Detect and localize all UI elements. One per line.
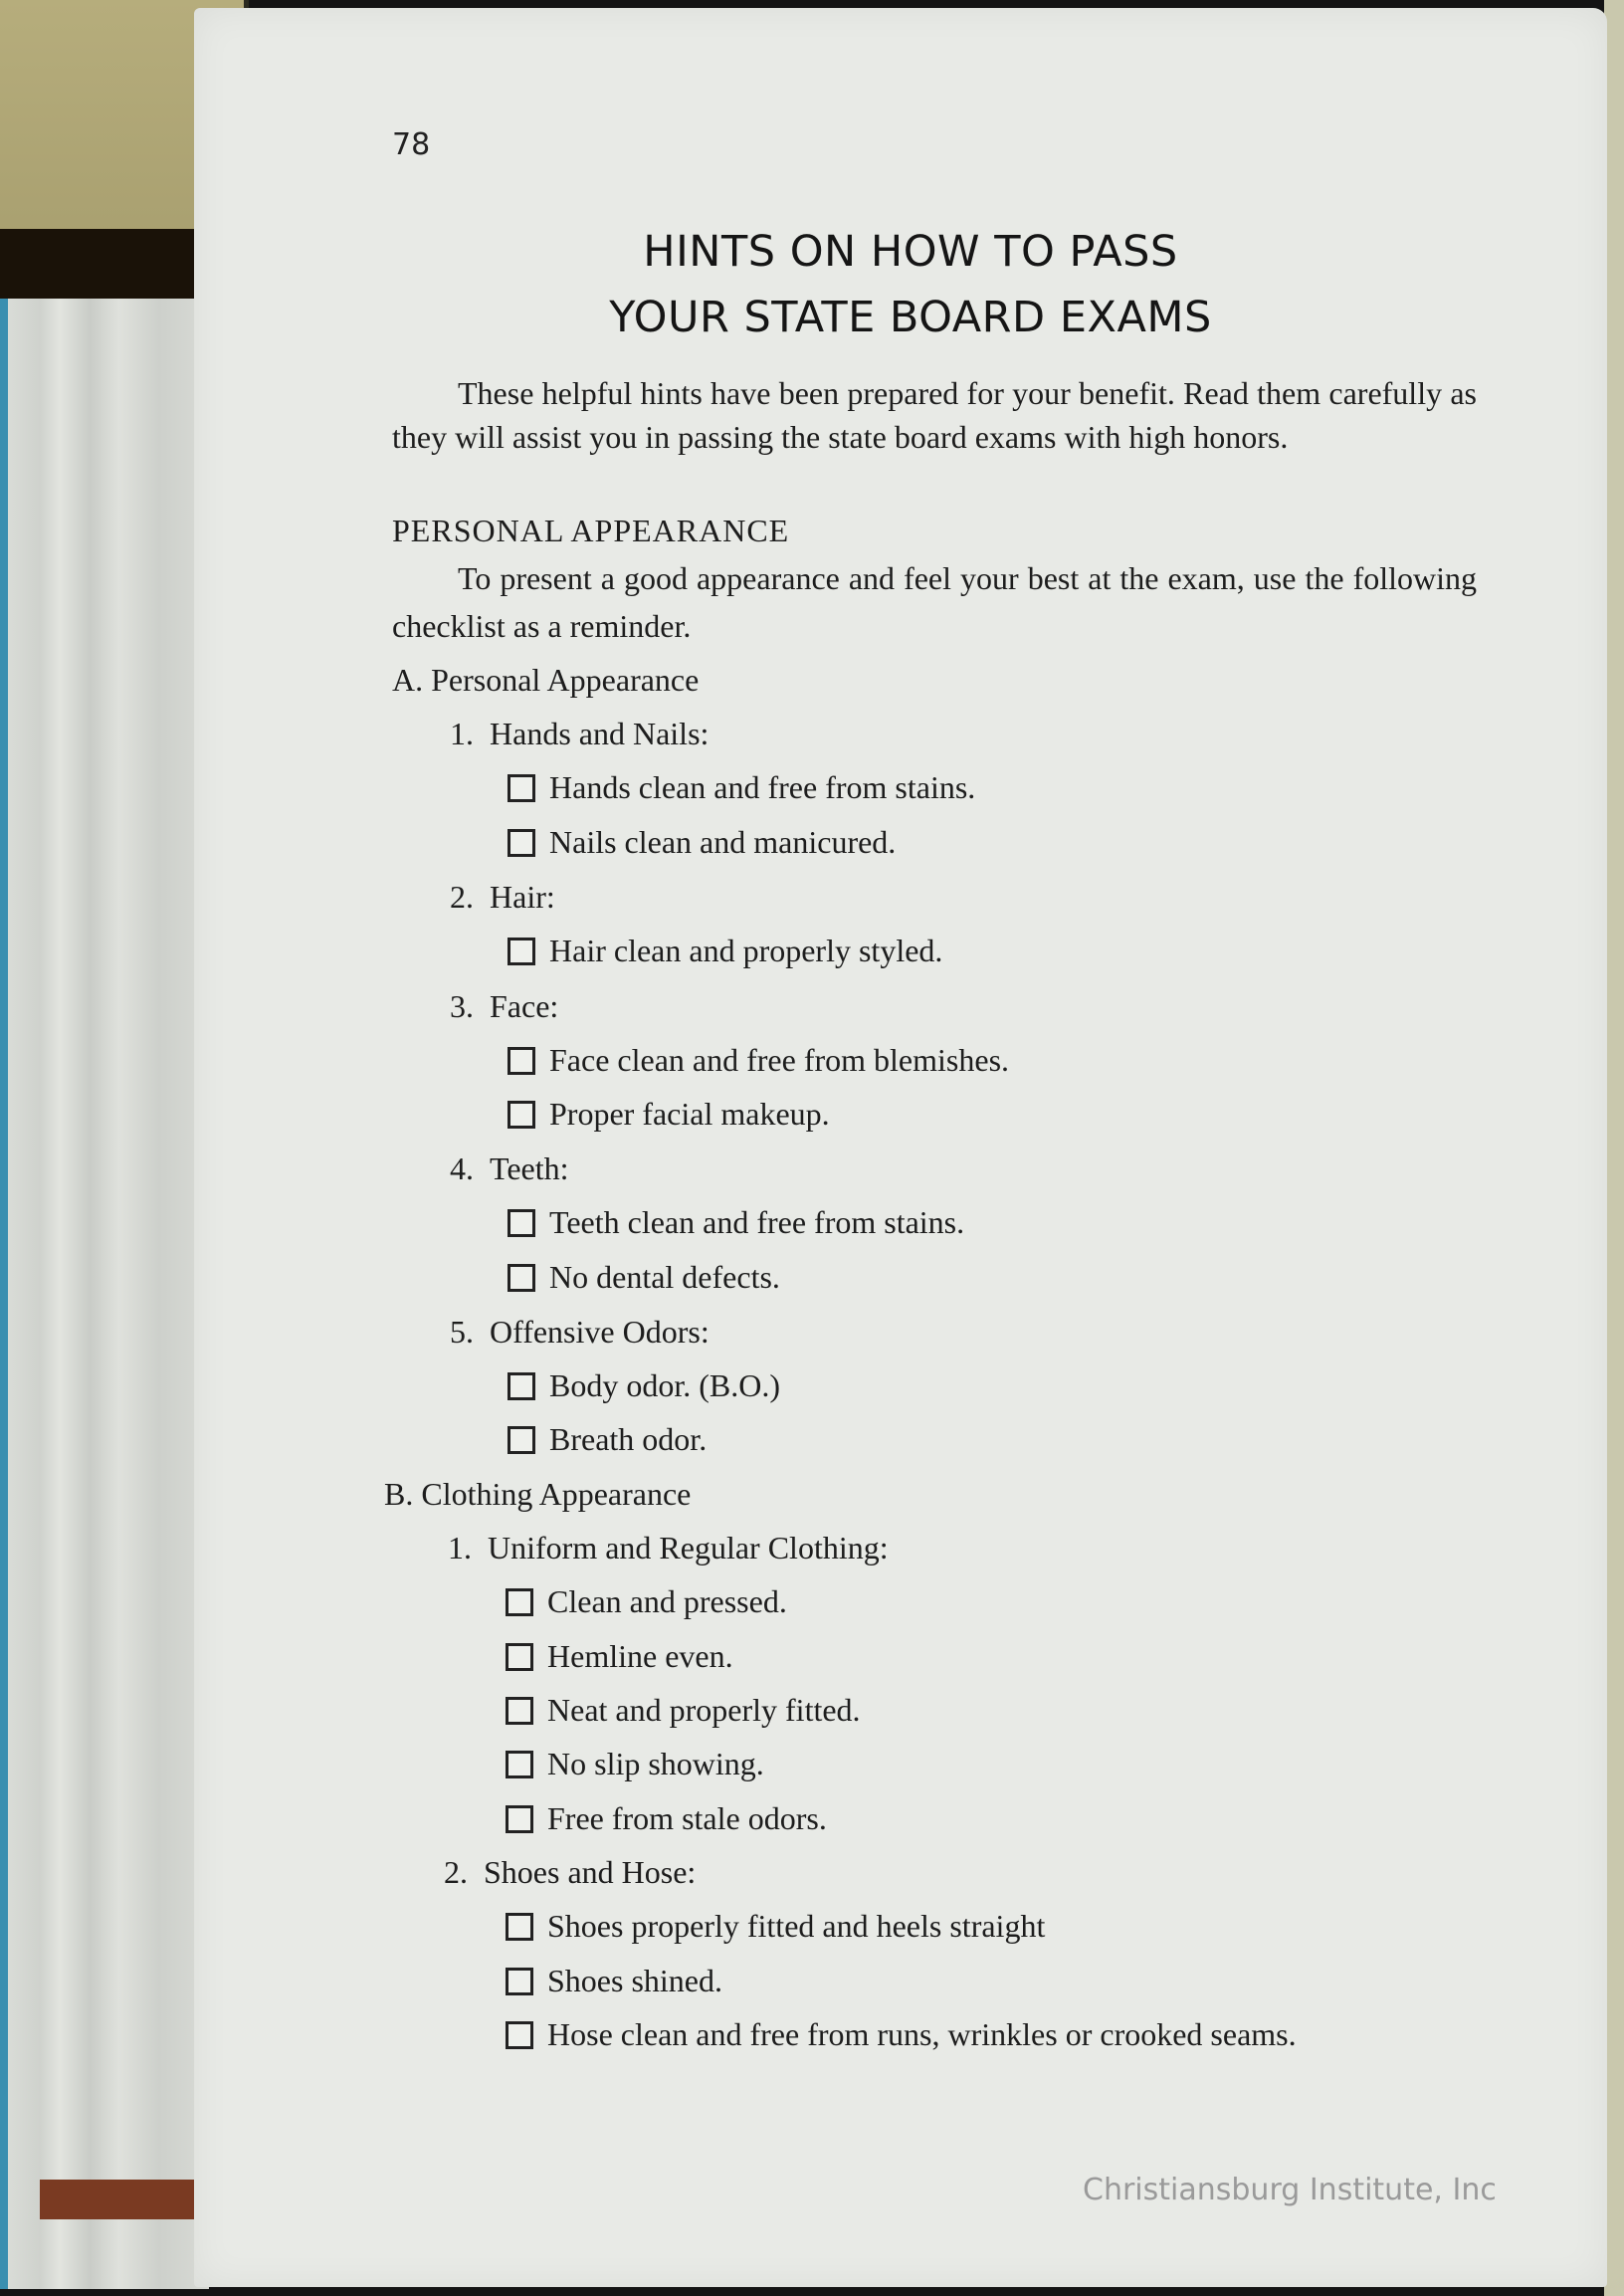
intro-paragraph: These helpful hints have been prepared for your benefit. Read them carefully as they will assist you in passing the state board exams with high honors. — [392, 375, 1477, 455]
checkbox-icon[interactable] — [508, 1426, 535, 1454]
checkbox-icon[interactable] — [508, 1101, 535, 1129]
checklist-item: Neat and properly fitted. — [506, 1692, 861, 1729]
checklist-item: Face clean and free from blemishes. — [508, 1042, 1009, 1079]
checklist-item: Clean and pressed. — [506, 1583, 787, 1620]
group-label: 5. Offensive Odors: — [450, 1314, 710, 1350]
checklist-item: Nails clean and manicured. — [508, 824, 896, 861]
checklist-item: Shoes properly fitted and heels straight — [506, 1908, 1045, 1945]
right-page-edge — [1604, 0, 1624, 2296]
checkbox-icon[interactable] — [508, 774, 535, 802]
group-label: 4. Teeth: — [450, 1150, 569, 1186]
checkbox-icon[interactable] — [506, 1968, 533, 1995]
checklist-item: Hemline even. — [506, 1638, 733, 1675]
checklist-item: Shoes shined. — [506, 1963, 722, 1999]
checkbox-icon[interactable] — [508, 1209, 535, 1237]
group-label: 2. Hair: — [450, 879, 555, 915]
checkbox-icon[interactable] — [508, 829, 535, 857]
checkbox-icon[interactable] — [508, 938, 535, 965]
section-b-label: B. Clothing Appearance — [384, 1476, 692, 1512]
watermark: Christiansburg Institute, Inc — [1083, 2173, 1497, 2207]
section-a-label: A. Personal Appearance — [392, 662, 700, 698]
checklist-item: Hair clean and properly styled. — [508, 933, 942, 969]
checkbox-icon[interactable] — [506, 2021, 533, 2049]
checkbox-icon[interactable] — [506, 1643, 533, 1671]
checkbox-icon[interactable] — [508, 1372, 535, 1400]
checklist-item: Free from stale odors. — [506, 1800, 827, 1837]
checklist-item: Hose clean and free from runs, wrinkles or crooked seams. — [506, 2016, 1297, 2053]
book-cover-edge — [40, 2180, 199, 2219]
group-label: 1. Uniform and Regular Clothing: — [448, 1530, 889, 1565]
checkbox-icon[interactable] — [506, 1697, 533, 1725]
checklist-item: No slip showing. — [506, 1746, 764, 1782]
checkbox-icon[interactable] — [506, 1913, 533, 1941]
section-heading: PERSONAL APPEARANCE — [392, 513, 790, 548]
group-label: 3. Face: — [450, 988, 559, 1024]
checklist-item: Hands clean and free from stains. — [508, 769, 975, 806]
page-number: 78 — [392, 127, 431, 162]
group-label: 2. Shoes and Hose: — [444, 1854, 697, 1890]
checkbox-icon[interactable] — [508, 1047, 535, 1075]
checkbox-icon[interactable] — [506, 1751, 533, 1778]
checklist-item: Body odor. (B.O.) — [508, 1367, 780, 1404]
page-title — [388, 219, 1433, 350]
checkbox-icon[interactable] — [508, 1264, 535, 1292]
checklist-item: Teeth clean and free from stains. — [508, 1204, 964, 1241]
lead-paragraph: To present a good appearance and feel your best at the exam, use the following checklist as a reminder. — [392, 560, 1477, 644]
title-line-2: YOUR STATE BOARD EXAMS — [609, 293, 1212, 342]
title-line-1: HINTS ON HOW TO PASS — [643, 227, 1178, 277]
checklist-item: No dental defects. — [508, 1259, 780, 1296]
book-page-edges — [0, 299, 209, 2289]
checklist-item: Breath odor. — [508, 1421, 707, 1458]
group-label: 1. Hands and Nails: — [450, 716, 710, 751]
checkbox-icon[interactable] — [506, 1588, 533, 1616]
checkbox-icon[interactable] — [506, 1805, 533, 1833]
checklist-item: Proper facial makeup. — [508, 1096, 830, 1133]
